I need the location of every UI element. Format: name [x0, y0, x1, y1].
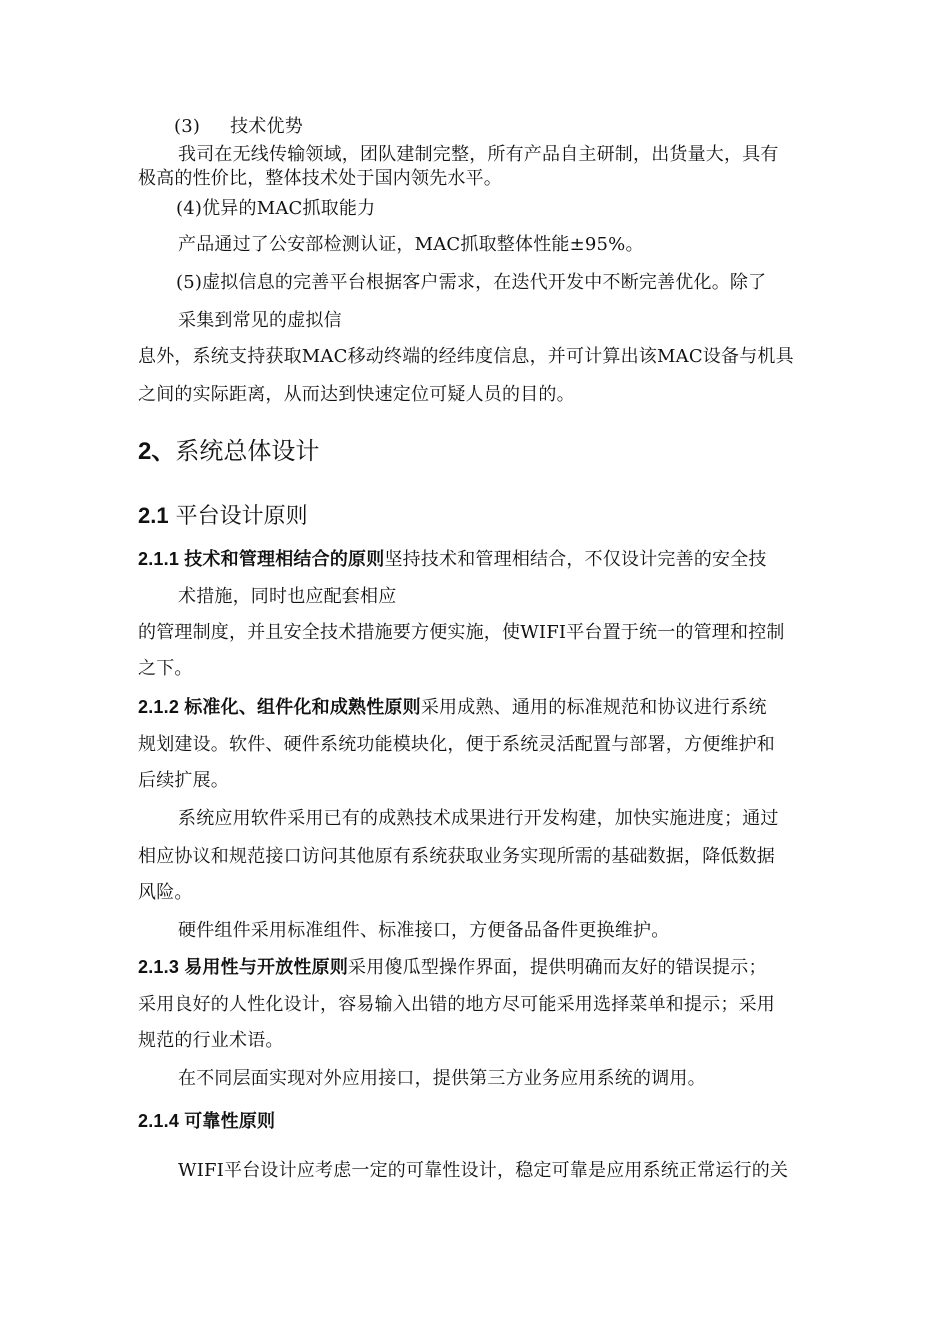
section-heading-2: [138, 436, 319, 467]
list-item-4: (4)优异的MAC抓取能力: [176, 198, 376, 219]
paragraph-text: 采用傻瓜型操作界面，提供明确而友好的错误提示；: [348, 957, 767, 978]
subsection-2-1-1-first-line: [138, 548, 767, 571]
subsection-2-1-3-first-line: [138, 956, 767, 979]
paragraph-line: 极高的性价比，整体技术处于国内领先水平。: [138, 168, 502, 189]
list-item-number: (3): [174, 116, 201, 137]
section-number: 2.1: [138, 503, 169, 528]
section-title: 平台设计原则: [175, 504, 308, 529]
paragraph-line: 产品通过了公安部检测认证，MAC抓取整体性能±95%。: [178, 234, 644, 255]
list-item-5: (5)虚拟信息的完善平台根据客户需求，在迭代开发中不断完善优化。除了: [176, 272, 767, 293]
list-item-label: 技术优势: [230, 116, 303, 137]
subsection-2-1-2-first-line: [138, 696, 767, 719]
paragraph-line: 我司在无线传输领域，团队建制完整，所有产品自主研制，出货量大，具有: [178, 144, 779, 165]
paragraph-line: 系统应用软件采用已有的成熟技术成果进行开发构建，加快实施进度；通过: [178, 808, 779, 829]
section-heading-2-1: [138, 502, 308, 531]
paragraph-line: 之下。: [138, 658, 193, 679]
paragraph-line: 规划建设。软件、硬件系统功能模块化，便于系统灵活配置与部署，方便维护和: [138, 734, 775, 755]
paragraph-line: 硬件组件采用标准组件、标准接口，方便备品备件更换维护。: [178, 920, 670, 941]
subsection-2-1-4-heading: [138, 1110, 275, 1133]
section-number: 2、: [138, 438, 176, 465]
subsection-heading: 2.1.4 可靠性原则: [138, 1111, 276, 1131]
paragraph-text: 采用成熟、通用的标准规范和协议进行系统: [420, 697, 767, 718]
subsection-heading: 2.1.3 易用性与开放性原则: [138, 957, 349, 977]
paragraph-line: 之间的实际距离，从而达到快速定位可疑人员的目的。: [138, 384, 575, 405]
section-title: 系统总体设计: [175, 437, 320, 465]
paragraph-line: 后续扩展。: [138, 770, 229, 791]
paragraph-line: 在不同层面实现对外应用接口，提供第三方业务应用系统的调用。: [178, 1068, 706, 1089]
paragraph-line: 风险。: [138, 882, 193, 903]
subsection-heading: 2.1.1 技术和管理相结合的原则: [138, 549, 385, 569]
paragraph-line: 规范的行业术语。: [138, 1030, 284, 1051]
paragraph-line: 术措施，同时也应配套相应: [178, 586, 397, 607]
paragraph-line: WIFI平台设计应考虑一定的可靠性设计，稳定可靠是应用系统正常运行的关: [178, 1160, 789, 1181]
paragraph-text: 坚持技术和管理相结合，不仅设计完善的安全技: [384, 549, 767, 570]
paragraph-line: 相应协议和规范接口访问其他原有系统获取业务实现所需的基础数据，降低数据: [138, 846, 775, 867]
paragraph-line: 采集到常见的虚拟信: [178, 310, 342, 331]
paragraph-line: 采用良好的人性化设计，容易输入出错的地方尽可能采用选择菜单和提示；采用: [138, 994, 775, 1015]
subsection-heading: 2.1.2 标准化、组件化和成熟性原则: [138, 697, 421, 717]
paragraph-line: 的管理制度，并且安全技术措施要方便实施，使WIFI平台置于统一的管理和控制: [138, 622, 785, 643]
list-item-3: [174, 116, 303, 138]
paragraph-line: 息外，系统支持获取MAC移动终端的经纬度信息，并可计算出该MAC设备与机具: [138, 346, 794, 367]
